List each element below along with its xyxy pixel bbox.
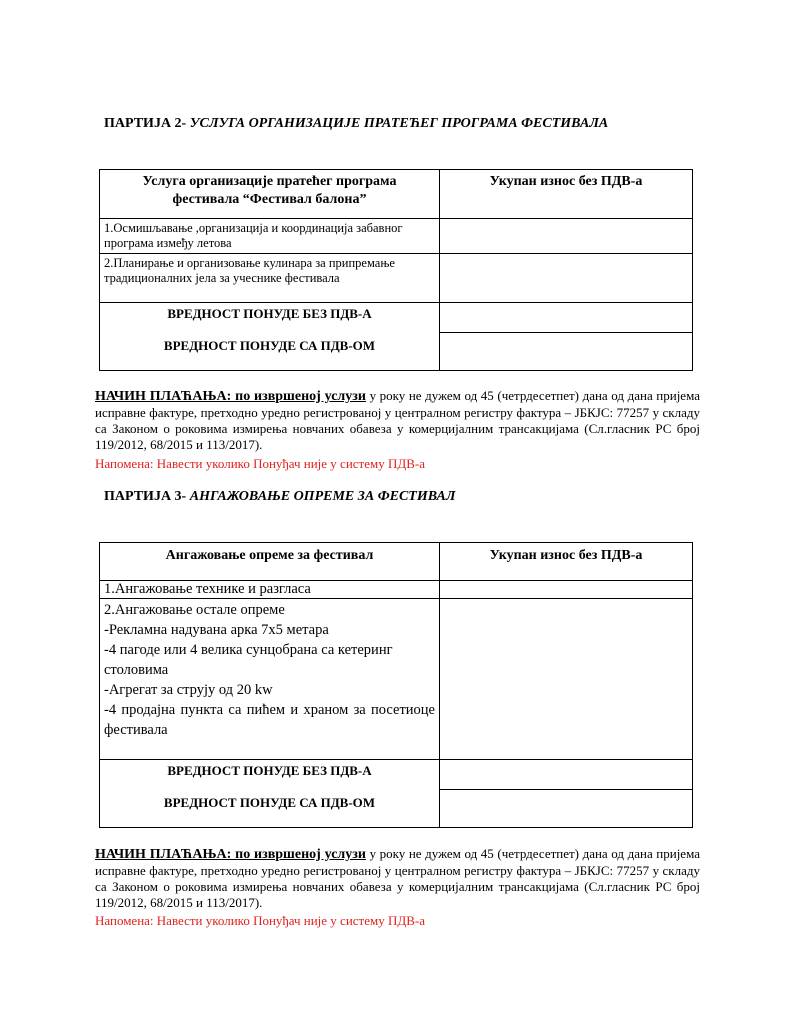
section3-row2-amount[interactable] <box>440 599 693 760</box>
section3-header-equipment: Ангажовање опреме за фестивал <box>100 543 440 581</box>
section2-row2-amount[interactable] <box>440 254 693 303</box>
section2-row1-label: 1.Осмишљавање ,организација и координација забавног програма између летова <box>100 219 440 254</box>
section2-totals-cell <box>100 303 440 371</box>
section2-total-without-vat-amount[interactable] <box>440 303 693 333</box>
section3-heading <box>104 489 455 505</box>
section3-subtitle: АНГАЖОВАЊЕ ОПРЕМЕ ЗА ФЕСТИВАЛ <box>189 489 456 504</box>
table-row <box>100 581 693 599</box>
list-item: -4 пагоде или 4 велика сунцобрана са кетеринг столовима <box>104 642 393 678</box>
list-item: -Агрегат за струју од 20 kw <box>104 682 273 698</box>
section3-table <box>99 542 693 828</box>
section3-total-with-vat: ВРЕДНОСТ ПОНУДЕ СА ПДВ-ОМ <box>163 795 376 810</box>
section3-totals-cell <box>100 760 440 828</box>
section2-header-service: Услуга организације пратећег програма фестивала “Фестивал балона” <box>100 170 440 219</box>
section2-title: ПАРТИЈА 2- <box>104 116 187 131</box>
section2-payment-lead: НАЧИН ПЛАЋАЊА: по извршеној услузи <box>95 389 366 404</box>
section2-total-with-vat: ВРЕДНОСТ ПОНУДЕ СА ПДВ-ОМ <box>163 338 376 353</box>
section2-header-amount: Укупан износ без ПДВ-а <box>440 170 693 219</box>
table-row <box>100 219 693 254</box>
list-item: -Рекламна надувана арка 7х5 метара <box>104 622 329 638</box>
section3-payment-lead: НАЧИН ПЛАЋАЊА: по извршеној услузи <box>95 847 366 862</box>
section3-total-without-vat: ВРЕДНОСТ ПОНУДЕ БЕЗ ПДВ-А <box>167 763 372 778</box>
section2-row2-label: 2.Планирање и организовање кулинара за припремање традиционалних јела за учеснике фестивала <box>100 254 440 303</box>
section2-payment-terms <box>95 388 700 453</box>
section2-total-without-vat: ВРЕДНОСТ ПОНУДЕ БЕЗ ПДВ-А <box>167 306 372 321</box>
table-row <box>100 599 693 760</box>
section3-row1-label: 1.Ангажовање технике и разгласа <box>100 581 440 599</box>
section3-payment-terms <box>95 846 700 911</box>
section2-vat-note: Напомена: Навести уколико Понуђач није у систему ПДВ-а <box>95 456 425 471</box>
section3-header-amount: Укупан износ без ПДВ-а <box>440 543 693 581</box>
section2-total-with-vat-amount[interactable] <box>440 333 693 371</box>
section3-total-with-vat-amount[interactable] <box>440 790 693 828</box>
table-row <box>100 254 693 303</box>
section2-subtitle: УСЛУГА ОРГАНИЗАЦИЈЕ ПРАТЕЋЕГ ПРОГРАМА ФЕСТИВАЛА <box>189 116 609 131</box>
section3-row2-cell <box>100 599 440 760</box>
section3-row2-title: 2.Ангажовање остале опреме <box>104 602 285 618</box>
section2-heading <box>104 116 608 132</box>
section2-payment-text: у року не дужем од 45 (четрдесетпет) дана од дана пријема исправне фактуре, претходно уредно регистрованој у централном регистру фактура – ЈБКЈС: 77257 у складу са Законом о роковима измирења новчаних обавеза у комерцијалним трансакцијама (Сл.гласник РС број 119/2012, 68/2015 и 113/2017). <box>95 388 700 452</box>
section3-total-without-vat-amount[interactable] <box>440 760 693 790</box>
section3-vat-note: Напомена: Навести уколико Понуђач није у систему ПДВ-а <box>95 913 425 928</box>
section2-table <box>99 169 693 371</box>
section3-row1-amount[interactable] <box>440 581 693 599</box>
section3-payment-text: у року не дужем од 45 (четрдесетпет) дана од дана пријема исправне фактуре, претходно уредно регистрованој у централном регистру фактура – ЈБКЈС: 77257 у складу са Законом о роковима измирења новчаних обавеза у комерцијалним трансакцијама (Сл.гласник РС број 119/2012, 68/2015 и 113/2017). <box>95 846 700 910</box>
section2-row1-amount[interactable] <box>440 219 693 254</box>
list-item: -4 продајна пункта са пићем и храном за посетиоце фестивала <box>104 702 435 738</box>
section3-title: ПАРТИЈА 3- <box>104 489 187 504</box>
